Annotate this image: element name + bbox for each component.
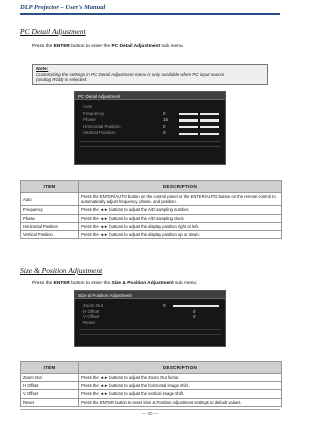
osd-row-label: Frequency bbox=[83, 110, 105, 116]
osd-row-value: 0 bbox=[163, 130, 166, 136]
osd-title: Size & Position Adjustment bbox=[75, 291, 225, 299]
size-position-table bbox=[20, 361, 282, 407]
osd-row-horizontal-position[interactable] bbox=[75, 124, 225, 131]
column-header-description: DESCRIPTION bbox=[79, 181, 282, 193]
osd-slider[interactable] bbox=[171, 305, 219, 307]
table-row bbox=[21, 193, 282, 206]
table-row bbox=[21, 374, 282, 382]
table-cell-description: Press the ENTER button to reset Size & Position Adjustment settings to default values. bbox=[79, 398, 282, 406]
intro-text: Press the bbox=[32, 281, 54, 286]
table-cell-description: Press the ◄► buttons to adjust the display position up or down. bbox=[79, 231, 282, 239]
table-cell-description: Press the ◄► buttons to adjust the A/D sampling number. bbox=[79, 206, 282, 214]
table-cell-description: Press the ENTER/AUTO button on the control panel or the ENTER/AUTO button on the remote control to automatically adjust frequency, phase, and position. bbox=[79, 193, 282, 206]
table-row bbox=[21, 214, 282, 222]
slider-knob[interactable] bbox=[198, 112, 200, 115]
osd-slider[interactable] bbox=[179, 133, 219, 135]
osd-row-label: Phase bbox=[83, 117, 96, 123]
page-header: DLP Projector – User's Manual bbox=[20, 4, 106, 11]
osd-title: PC Detail Adjustment bbox=[75, 92, 225, 100]
osd-pc-detail-menu bbox=[74, 91, 226, 165]
table-cell-item: Phase bbox=[21, 214, 79, 222]
table-cell-item: Zoom Out bbox=[21, 374, 79, 382]
osd-row-reset[interactable] bbox=[75, 320, 225, 326]
slider-knob[interactable] bbox=[198, 126, 200, 129]
table-cell-description: Press the ◄► buttons to adjust the horizontal image shift. bbox=[79, 382, 282, 390]
table-cell-item: Auto bbox=[21, 193, 79, 206]
intro-text: button to enter the bbox=[69, 44, 112, 49]
table-cell-item: Frequency bbox=[21, 206, 79, 214]
table-cell-description: Press the ◄► buttons to adjust the display position right or left. bbox=[79, 222, 282, 230]
osd-row-label: Reset bbox=[83, 319, 95, 325]
table-row bbox=[21, 390, 282, 398]
table-row bbox=[21, 222, 282, 230]
osd-slider[interactable] bbox=[179, 119, 219, 121]
slider-knob[interactable] bbox=[171, 305, 173, 308]
table-row bbox=[21, 382, 282, 390]
table-cell-item: Vertical Position bbox=[21, 231, 79, 239]
intro-menu-name: PC Detail Adjustment bbox=[111, 44, 161, 49]
osd-row-frequency[interactable] bbox=[75, 111, 225, 118]
osd-row-value: 0 bbox=[163, 123, 166, 129]
intro-key: ENTER bbox=[53, 44, 70, 49]
table-header-row bbox=[21, 181, 282, 193]
table-cell-description: Press the ◄► buttons to adjust the A/D sampling clock. bbox=[79, 214, 282, 222]
table-row bbox=[21, 206, 282, 214]
osd-divider bbox=[79, 141, 221, 142]
osd-row-label: V Offset bbox=[83, 314, 100, 320]
intro-key: ENTER bbox=[53, 281, 70, 286]
table-cell-description: Press the ◄► buttons to adjust the vertical image shift. bbox=[79, 390, 282, 398]
table-cell-description: Press the ◄► buttons to adjust the Zoom Out factor. bbox=[79, 374, 282, 382]
osd-row-label: H Offset bbox=[83, 308, 100, 314]
intro-text: sub menu. bbox=[173, 281, 198, 286]
osd-slider[interactable] bbox=[179, 113, 219, 115]
table-cell-item: H Offset bbox=[21, 382, 79, 390]
osd-divider bbox=[79, 329, 221, 330]
osd-row-label: Horizontal Position bbox=[83, 123, 121, 129]
pc-detail-table bbox=[20, 180, 282, 239]
osd-slider[interactable] bbox=[179, 126, 219, 128]
slider-knob[interactable] bbox=[198, 119, 200, 122]
header-divider bbox=[20, 13, 280, 15]
intro-text: Press the bbox=[32, 44, 54, 49]
column-header-item: ITEM bbox=[21, 362, 79, 374]
note-text-line2: (analog RGB) is selected. bbox=[36, 76, 88, 82]
table-row bbox=[21, 398, 282, 406]
intro-text: sub menu. bbox=[160, 44, 184, 49]
table-cell-item: V Offset bbox=[21, 390, 79, 398]
osd-divider bbox=[79, 146, 221, 147]
section-title-size-position: Size & Position Adjustment bbox=[20, 266, 103, 275]
osd-row-value: 0 bbox=[163, 303, 166, 308]
osd-row-value: 0 bbox=[193, 308, 196, 314]
table-row bbox=[21, 231, 282, 239]
osd-row-vertical-position[interactable] bbox=[75, 130, 225, 137]
page-number: — 20 — bbox=[141, 411, 159, 416]
footer-divider bbox=[20, 409, 280, 410]
note-text-line1: Customizing the settings in PC Detail Adjustment menu is only available when PC input source bbox=[36, 71, 225, 77]
note-label: Note: bbox=[36, 66, 49, 72]
osd-row-value: 0 bbox=[163, 110, 166, 116]
osd-row-auto[interactable] bbox=[75, 104, 225, 111]
column-header-description: DESCRIPTION bbox=[79, 362, 282, 374]
osd-row-label: Auto bbox=[83, 104, 93, 109]
intro-text: button to enter the bbox=[69, 281, 112, 286]
table-header-row bbox=[21, 362, 282, 374]
osd-row-label: Zoom Out bbox=[83, 303, 104, 308]
column-header-item: ITEM bbox=[21, 181, 79, 193]
note-box bbox=[32, 64, 268, 85]
intro-menu-name: Size & Position Adjustment bbox=[111, 281, 174, 286]
osd-size-position-menu bbox=[74, 290, 226, 347]
pc-detail-intro bbox=[32, 44, 184, 49]
osd-divider bbox=[79, 334, 221, 335]
osd-row-value: 15 bbox=[163, 117, 169, 123]
osd-row-phase[interactable] bbox=[75, 117, 225, 124]
osd-row-label: Vertical Position bbox=[83, 130, 116, 136]
slider-knob[interactable] bbox=[198, 132, 200, 135]
osd-row-value: 0 bbox=[193, 314, 196, 320]
table-cell-item: Horizontal Position bbox=[21, 222, 79, 230]
table-cell-item: Reset bbox=[21, 398, 79, 406]
size-position-intro bbox=[32, 281, 197, 286]
section-title-pc-detail: PC Detail Adjustment bbox=[20, 27, 86, 36]
